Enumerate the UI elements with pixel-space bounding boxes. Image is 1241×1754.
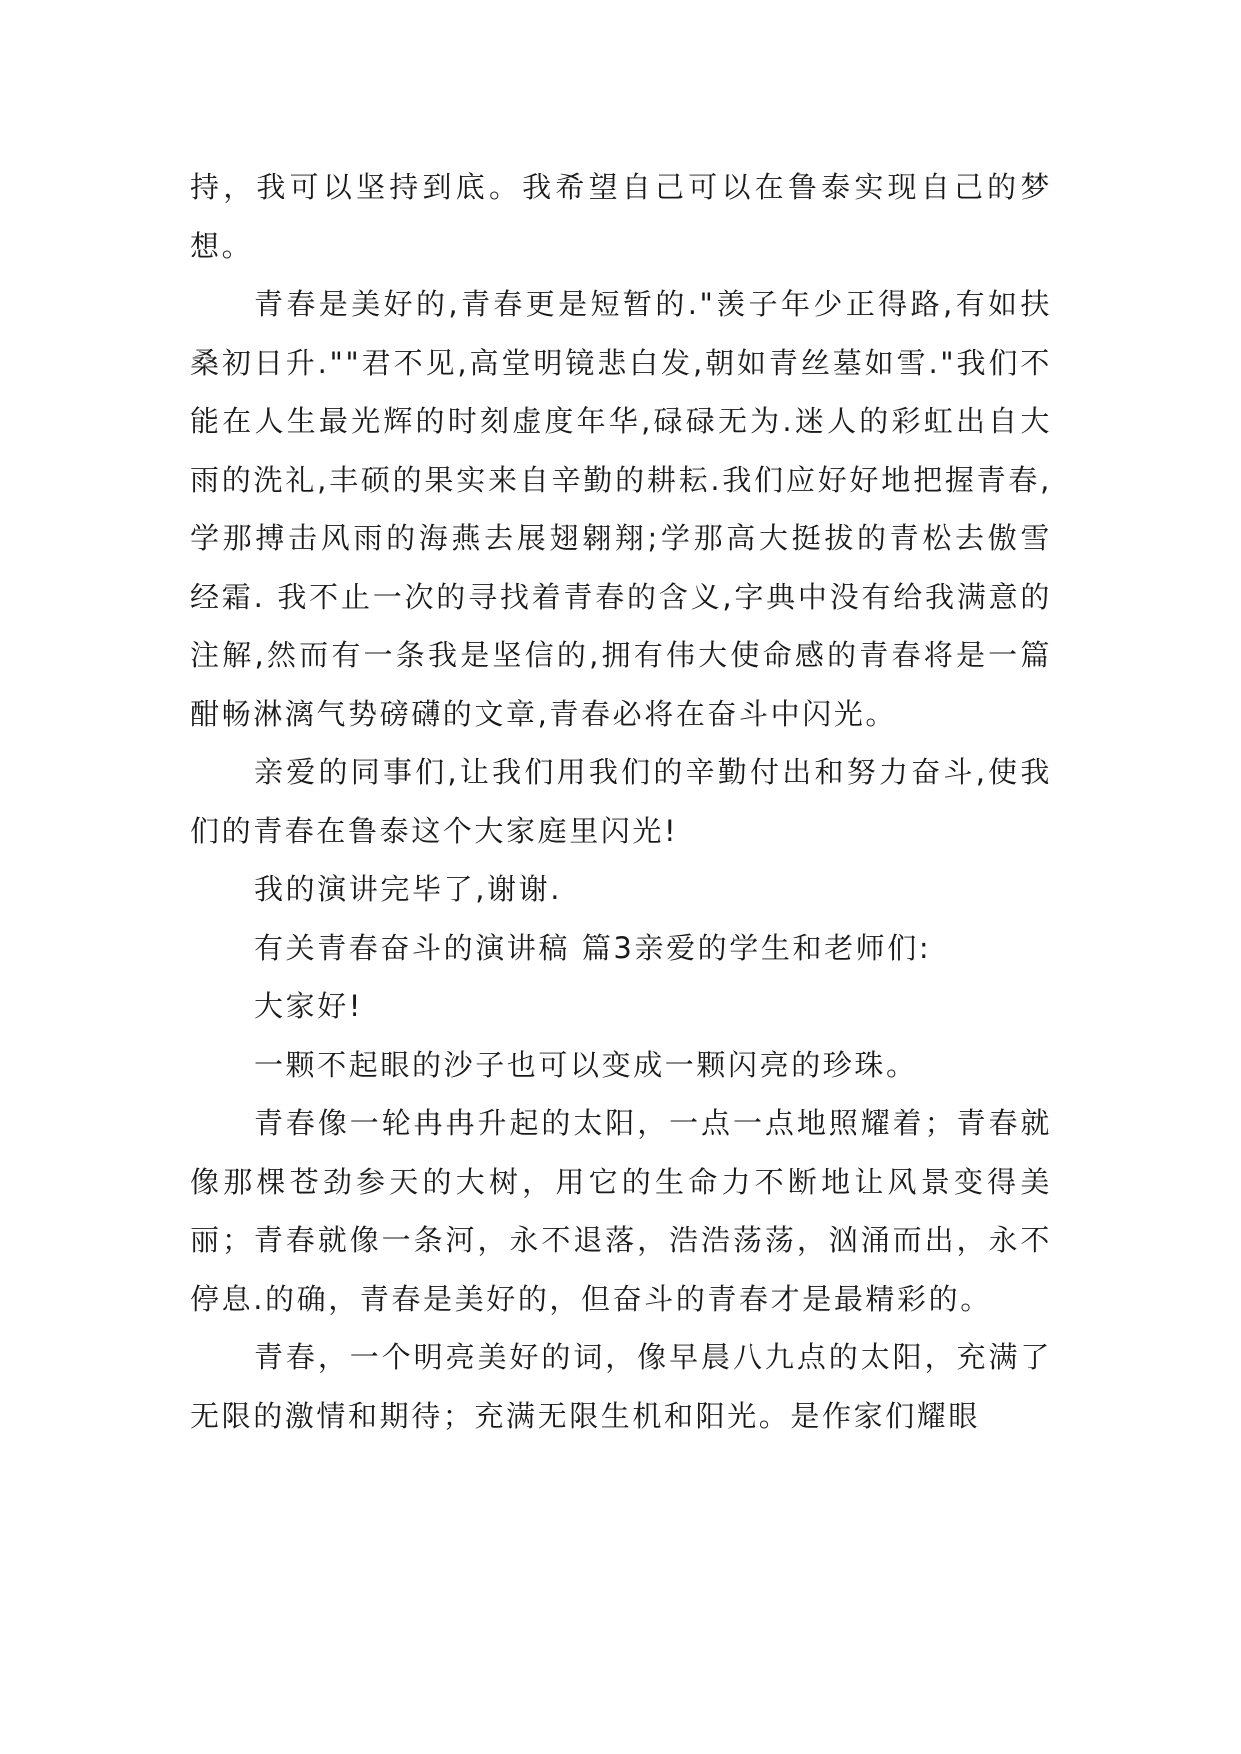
paragraph-3: 亲爱的同事们,让我们用我们的辛勤付出和努力奋斗,使我们的青春在鲁泰这个大家庭里闪光! — [190, 755, 1052, 848]
paragraph-4: 我的演讲完毕了,谢谢. — [254, 872, 563, 906]
greeting: 大家好! — [254, 989, 364, 1023]
document-body — [190, 158, 1052, 1445]
paragraph-8: 青春像一轮冉冉升起的太阳，一点一点地照耀着；青春就像那棵苍劲参天的大树，用它的生命力不断地让风景变得美丽；青春就像一条河，永不退落，浩浩荡荡，汹涌而出，永不停息.的确，青春是美好的，但奋斗的青春才是最精彩的。 — [190, 1106, 1052, 1316]
section-heading: 有关青春奋斗的演讲稿 篇3亲爱的学生和老师们: — [254, 930, 932, 965]
paragraph-2: 青春是美好的,青春更是短暂的."羡子年少正得路,有如扶桑初日升.""君不见,高堂明镜悲白发,朝如青丝墓如雪."我们不能在人生最光辉的时刻虚度年华,碌碌无为.迷人的彩虹出自大雨的洗礼,丰硕的果实来自辛勤的耕耘.我们应好好地把握青春,学那搏击风雨的海燕去展翅翱翔;学那高大挺拔的青松去傲雪经霜. 我不止一次的寻找着青春的含义,字典中没有给我满意的注解,然而有一条我是坚信的,拥有伟大使命感的青春将是一篇酣畅淋漓气势磅礴的文章,青春必将在奋斗中闪光。 — [190, 287, 1052, 731]
paragraph-1: 持，我可以坚持到底。我希望自己可以在鲁泰实现自己的梦想。 — [190, 170, 1052, 263]
paragraph-9: 青春，一个明亮美好的词，像早晨八九点的太阳，充满了无限的激情和期待；充满无限生机和阳光。是作家们耀眼 — [190, 1340, 1052, 1433]
paragraph-7: 一颗不起眼的沙子也可以变成一颗闪亮的珍珠。 — [254, 1047, 918, 1082]
